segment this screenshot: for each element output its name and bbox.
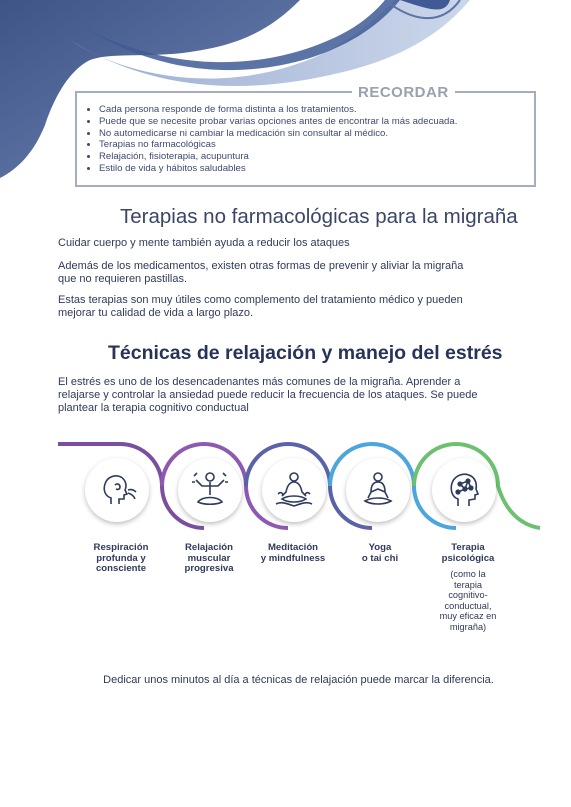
sublabel-line: cognitivo-: [448, 590, 488, 600]
technique-label-respiracion: [76, 543, 166, 575]
label-line: y mindfulness: [260, 552, 326, 564]
recordar-item: • Estilo de vida y hábitos saludables: [99, 163, 457, 175]
label-line: muscular: [187, 552, 231, 564]
paragraph: mejorar tu calidad de vida a largo plazo.: [58, 307, 254, 319]
sublabel-line: conductual,: [444, 600, 492, 611]
label-line: psicológica: [441, 552, 495, 564]
recordar-item: • Terapias no farmacológicas: [99, 139, 457, 151]
paragraph: Estas terapias son muy útiles como complemento del tratamiento médico y pueden: [58, 294, 463, 306]
technique-label-meditacion: [248, 543, 338, 564]
recordar-title: RECORDAR: [352, 84, 455, 101]
brain-network-head-icon: [432, 458, 496, 522]
yoga-figure-icon: [346, 458, 410, 522]
sublabel-line: (como la: [450, 569, 486, 579]
stretching-figure-icon: [178, 458, 242, 522]
paragraph: El estrés es uno de los desencadenantes más comunes de la migraña. Aprender a: [58, 376, 461, 388]
sublabel-line: migraña): [449, 621, 487, 632]
footer-note: Dedicar unos minutos al día a técnicas de relajación puede marcar la diferencia.: [103, 674, 494, 686]
paragraph: Cuidar cuerpo y mente también ayuda a reducir los ataques: [58, 237, 350, 249]
technique-label-terapia: [423, 543, 513, 564]
label-line: progresiva: [184, 563, 234, 574]
label-line: Terapia: [451, 542, 485, 553]
label-line: o tai chi: [361, 552, 399, 564]
sublabel-line: muy eficaz en: [439, 611, 497, 621]
label-line: Yoga: [368, 542, 392, 553]
technique-sublabel-terapia: [428, 569, 508, 632]
recordar-item: • No automedicarse ni cambiar la medicación sin consultar al médico.: [99, 128, 457, 140]
paragraph: plantear la terapia cognitivo conductual: [58, 402, 249, 414]
label-line: Meditación: [267, 542, 319, 553]
section-heading-terapias: Terapias no farmacológicas para la migraña: [120, 205, 518, 228]
label-line: profunda y: [96, 552, 146, 564]
recordar-item: • Cada persona responde de forma distinta a los tratamientos.: [99, 104, 457, 116]
label-line: Respiración: [93, 542, 149, 553]
breathing-head-icon: [85, 458, 149, 522]
technique-label-yoga: [335, 543, 425, 564]
lotus-meditation-icon: [262, 458, 326, 522]
recordar-item: • Puede que se necesite probar varias opciones antes de encontrar la más adecuada.: [99, 116, 457, 128]
recordar-list: [84, 104, 457, 175]
paragraph: Además de los medicamentos, existen otras formas de prevenir y aliviar la migraña: [58, 260, 464, 272]
recordar-item: • Relajación, fisioterapia, acupuntura: [99, 151, 457, 163]
label-line: consciente: [95, 563, 147, 574]
technique-label-relajacion: [164, 543, 254, 575]
sublabel-line: terapia: [453, 579, 483, 590]
paragraph: relajarse y controlar la ansiedad puede reducir la frecuencia de los ataques. Se puede: [58, 389, 478, 401]
label-line: Relajación: [185, 542, 233, 553]
paragraph: que no requieren pastillas.: [58, 273, 188, 285]
section-heading-tecnicas: Técnicas de relajación y manejo del estrés: [108, 342, 503, 364]
